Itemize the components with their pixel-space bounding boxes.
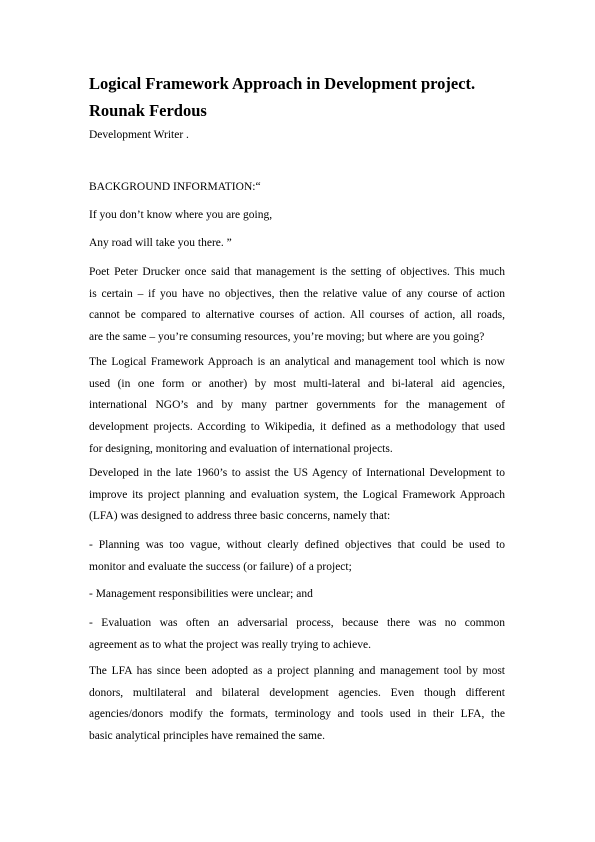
text-line: donors, multilateral and bilateral development agencies. Even though different	[89, 686, 505, 699]
text-line: monitor and evaluate the success (or failure) of a project;	[89, 560, 352, 573]
author-name: Rounak Ferdous	[89, 101, 207, 120]
section-heading: BACKGROUND INFORMATION:“	[89, 181, 261, 193]
text-line: international NGO’s and by many partner governments for the management of	[89, 399, 505, 412]
concern-planning	[89, 535, 505, 578]
text-line: - Management responsibilities were unclear; and	[89, 588, 313, 600]
text-line: Developed in the late 1960’s to assist the US Agency of International Development to	[89, 467, 505, 479]
text-line: used (in one form or another) by most multi-lateral and bi-lateral aid agencies,	[89, 377, 505, 390]
text-line: - Planning was too vague, without clearly defined objectives that could be used to	[89, 539, 505, 551]
text-line: The LFA has since been adopted as a project planning and management tool by most	[89, 665, 505, 677]
text-line: - Evaluation was often an adversarial process, because there was no common	[89, 617, 505, 629]
text-line: The Logical Framework Approach is an analytical and management tool which is now	[89, 356, 505, 368]
text-line: Poet Peter Drucker once said that management is the setting of objectives. This much	[89, 266, 505, 278]
paragraph-history	[89, 463, 505, 528]
quote-line-2: Any road will take you there. ”	[89, 237, 232, 249]
text-line: (LFA) was designed to address three basic concerns, namely that:	[89, 510, 391, 523]
text-line: agencies/donors modify the formats, terminology and tools used in their LFA, the	[89, 708, 505, 721]
text-line: agreement as to what the project was really trying to achieve.	[89, 638, 371, 651]
paragraph-lfa-tool	[89, 352, 505, 460]
text-line: cannot be compared to alternative courses of action. All courses of action, all roads,	[89, 309, 505, 322]
text-line: for designing, monitoring and evaluation of international projects.	[89, 442, 393, 455]
author-role: Development Writer .	[89, 129, 189, 141]
text-line: is certain – if you have no objectives, then the relative value of any course of action	[89, 287, 505, 300]
text-line: basic analytical principles have remained the same.	[89, 730, 325, 743]
text-line: development projects. According to Wikipedia, it defined as a methodology that used	[89, 421, 505, 434]
concern-evaluation	[89, 613, 505, 656]
concern-management	[89, 584, 505, 606]
text-line: are the same – you’re consuming resources, you’re moving; but where are you going?	[89, 331, 485, 344]
paragraph-drucker	[89, 262, 505, 349]
text-line: improve its project planning and evaluation system, the Logical Framework Approach	[89, 488, 505, 501]
paragraph-adoption	[89, 661, 505, 748]
document-title: Logical Framework Approach in Development project.	[89, 74, 476, 93]
quote-line-1: If you don’t know where you are going,	[89, 209, 273, 221]
